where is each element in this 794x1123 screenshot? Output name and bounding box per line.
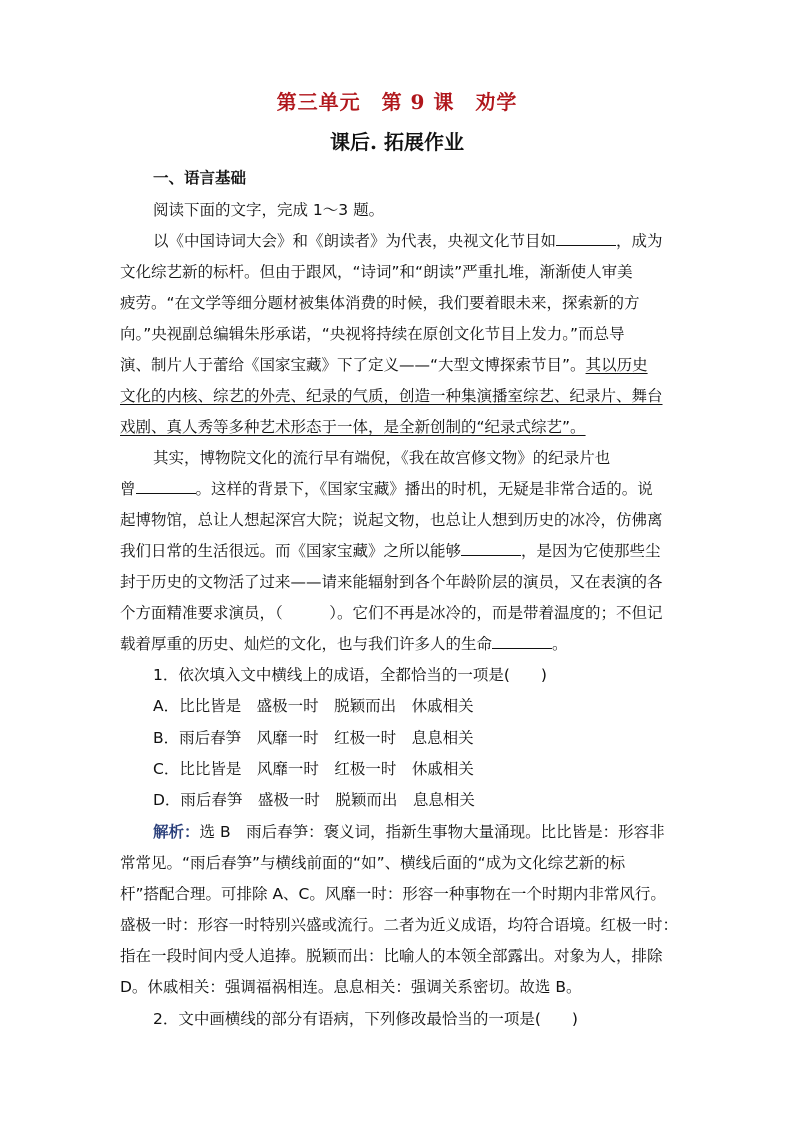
passage-line: 演、制片人于蕾给《国家宝藏》下了定义——“大型文博探索节目”。其以历史 [120, 356, 648, 374]
answer-label: 解析： [153, 823, 200, 841]
passage-line: 载着厚重的历史、灿烂的文化，也与我们许多人的生命 。 [120, 635, 568, 653]
passage-line: 起博物馆，总让人想起深宫大院；说起文物，也总让人想到历史的冰冷，仿佛离 [120, 511, 663, 529]
option-d: D．雨后春笋 盛极一时 脱颖而出 息息相关 [153, 791, 475, 809]
option-a: A．比比皆是 盛极一时 脱颖而出 休戚相关 [153, 697, 474, 715]
option-b: B．雨后春笋 风靡一时 红极一时 息息相关 [153, 729, 474, 747]
passage-line: 曾 。这样的背景下，《国家宝藏》播出的时机，无疑是非常合适的。说 [120, 480, 653, 498]
answer-line: 常常见。“雨后春笋”与横线前面的“如”、横线后面的“成为文化综艺新的标 [120, 854, 626, 872]
passage-line: 我们日常的生活很远。而《国家宝藏》之所以能够 ，是因为它使那些尘 [120, 542, 661, 560]
passage-line: 其实，博物院文化的流行早有端倪，《我在故宫修文物》的纪录片也 [153, 449, 611, 467]
question-2: 2．文中画横线的部分有语病，下列修改最恰当的一项是( ) [153, 1010, 578, 1028]
passage-line: 文化综艺新的标杆。但由于跟风，“诗词”和“朗读”严重扎堆，渐渐使人审美 [120, 263, 633, 281]
answer-blank [461, 541, 521, 556]
underlined-sentence: 其以历史 [585, 356, 648, 374]
underlined-sentence: 文化的内核、综艺的外壳、纪录的气质，创造一种集演播室综艺、纪录片、舞台 [120, 387, 663, 405]
option-c: C．比比皆是 风靡一时 红极一时 休戚相关 [153, 760, 474, 778]
answer-line: 盛极一时：形容一时特别兴盛或流行。二者为近义成语，均符合语境。红极一时： [120, 916, 679, 934]
answer-blank [136, 479, 196, 494]
answer-line: 指在一段时间内受人追捧。脱颖而出：比喻人的本领全部露出。对象为人，排除 [120, 947, 663, 965]
passage-line: 以《中国诗词大会》和《朗读者》为代表，央视文化节目如 ，成为 [153, 232, 663, 250]
underlined-sentence: 戏剧、真人秀等多种艺术形态于一体，是全新创制的“纪录式综艺”。 [120, 418, 586, 436]
answer-line: 杆”搭配合理。可排除 A、C。风靡一时：形容一种事物在一个时期内非常风行。 [120, 885, 666, 903]
passage-line: 封于历史的文物活了过来——请来能辐射到各个年龄阶层的演员，又在表演的各 [120, 573, 663, 591]
passage-line: 向。”央视副总编辑朱彤承诺，“央视将持续在原创文化节目上发力。”而总导 [120, 325, 625, 343]
answer-line: 解析：选 B 雨后春笋：褒义词，指新生事物大量涌现。比比皆是：形容非 [153, 823, 665, 841]
answer-blank [556, 231, 616, 246]
answer-line: D。休戚相关：强调福祸相连。息息相关：强调关系密切。故选 B。 [120, 978, 582, 996]
passage-line: 个方面精准要求演员，（ ）。它们不再是冰冷的，而是带着温度的；不但记 [120, 604, 663, 622]
passage-line: 疲劳。“在文学等细分题材被集体消费的时候，我们要着眼未来，探索新的方 [120, 294, 640, 312]
answer-blank [492, 634, 552, 649]
section-heading: 一、语言基础 [153, 169, 247, 187]
question-1: 1．依次填入文中横线上的成语，全都恰当的一项是( ) [153, 666, 547, 684]
page-title: 第三单元 第 9 课 劝学 [276, 90, 518, 114]
instruction-text: 阅读下面的文字，完成 1～3 题。 [153, 201, 385, 219]
page-subtitle: 课后. 拓展作业 [330, 130, 464, 154]
